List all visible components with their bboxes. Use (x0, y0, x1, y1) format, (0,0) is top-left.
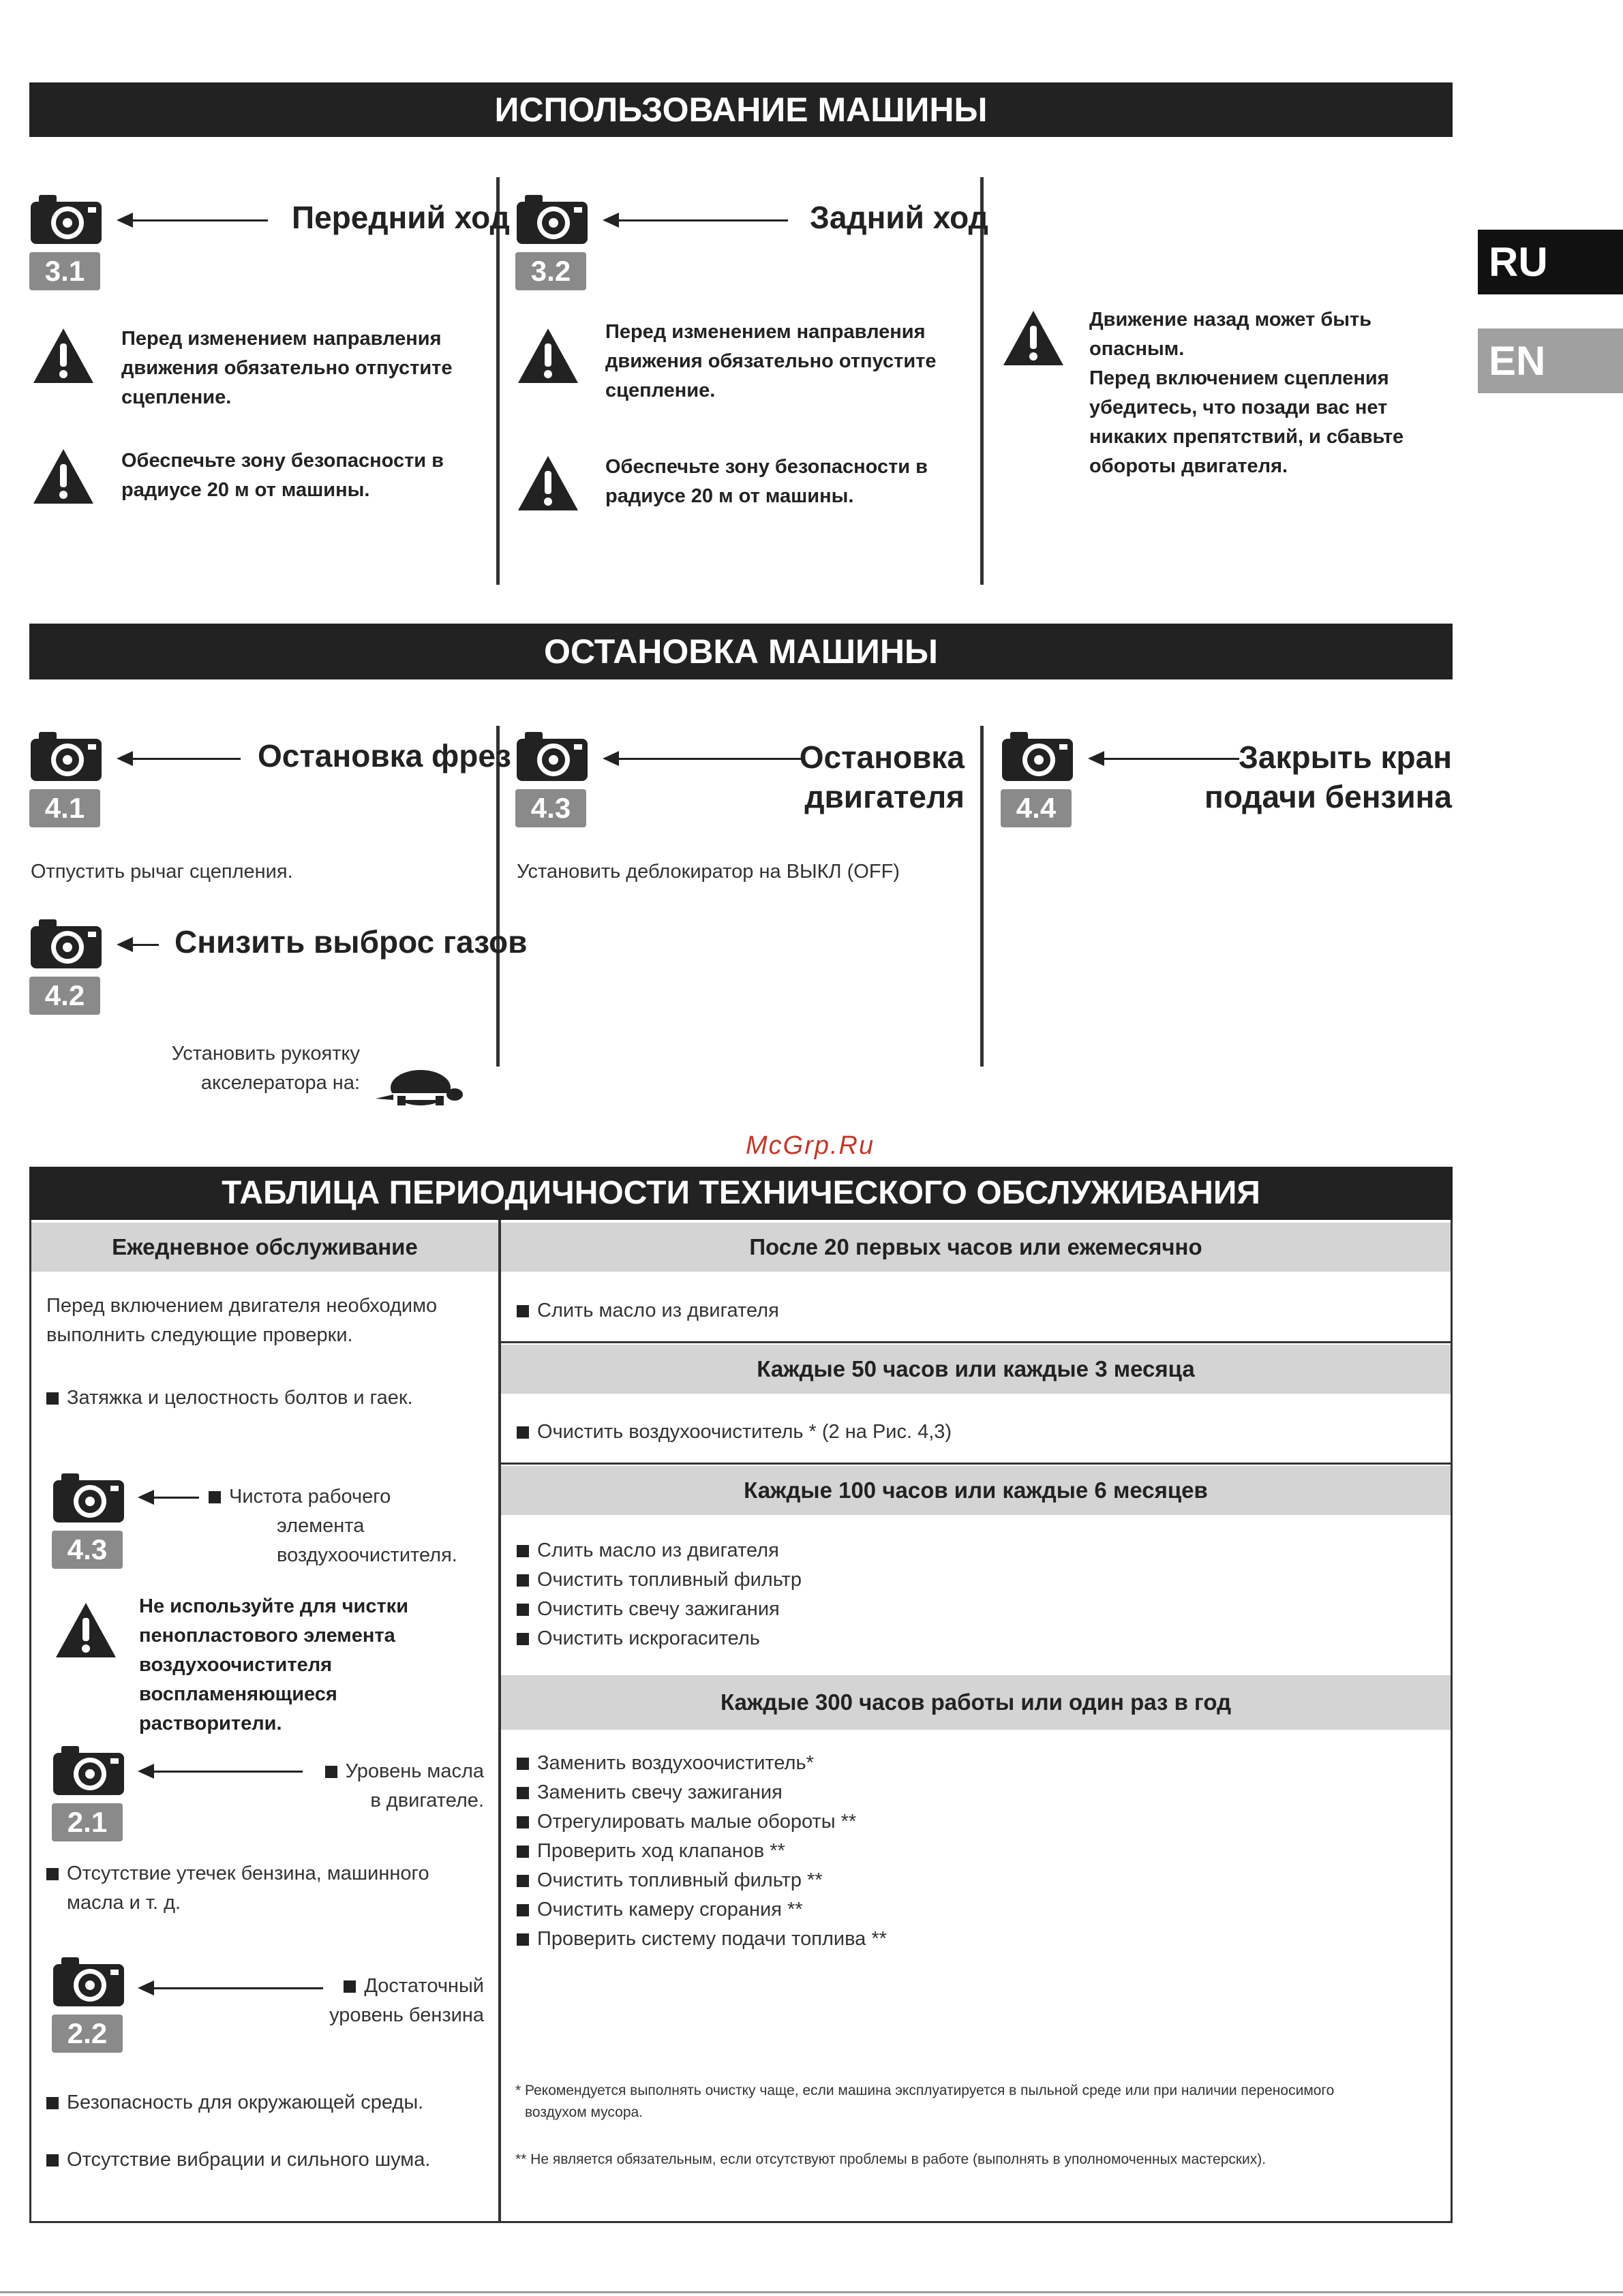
language-tab-ru[interactable]: RU (1478, 230, 1623, 294)
camera-ref-3-1 (29, 192, 104, 290)
column-divider (980, 726, 984, 1067)
camera-icon (515, 192, 589, 247)
daily-item: Отсутствие вибрации и сильного шума. (46, 2145, 430, 2175)
bullet-icon (517, 1574, 529, 1587)
watermark: McGrp.Ru (746, 1131, 875, 1160)
bullet-icon (209, 1491, 221, 1503)
heading-close-fuel-tap: Закрыть кран подачи бензина (1204, 739, 1452, 814)
warning-text: Движение назад может быть опасным. Перед включением сцепления убедитесь, что позади вас нет никаких препятствий, и сбавьте обороты двигателя. (1089, 309, 1404, 477)
task-list-20-hours: Слить масло из двигателя (517, 1296, 779, 1326)
check-oil-level: Уровень масла в двигателе. (300, 1757, 484, 1816)
footnote-1: * Рекомендуется выполнять очистку чаще, если машина эксплуатируется в пыльной среде или при наличии переносимого воздухом мусора. (515, 2083, 1335, 2120)
instruction-text: Установить рукоятку акселератора на: (171, 1043, 360, 1094)
camera-ref-4-1 (29, 729, 104, 827)
arrow-left-icon (618, 219, 788, 221)
daily-item: Отсутствие утечек бензина, машинного масла и т. д. (46, 1859, 429, 1918)
header-100-hours: Каждые 100 часов или каждые 6 месяцев (501, 1466, 1451, 1515)
turtle-icon (373, 1063, 465, 1111)
camera-ref-4-3 (515, 729, 590, 827)
figure-number: 4.2 (29, 977, 100, 1015)
camera-icon (1001, 729, 1074, 784)
figure-number: 3.2 (515, 252, 586, 290)
column-divider (496, 726, 500, 1067)
bullet-icon (46, 1392, 59, 1405)
camera-ref-3-2 (515, 192, 590, 290)
camera-ref-4-3 (52, 1471, 127, 1569)
figure-number: 4.3 (52, 1531, 123, 1569)
page-bottom-rule (0, 2291, 1623, 2293)
heading-reverse: Задний ход (810, 200, 988, 235)
bullet-icon (517, 1426, 529, 1439)
warning-text: Обеспечьте зону безопасности в радиусе 20 м от машины. (121, 450, 444, 501)
bullet-icon (517, 1846, 529, 1858)
warning-icon (517, 326, 579, 386)
daily-item: Безопасность для окружающей среды. (46, 2088, 423, 2117)
header-daily: Ежедневное обслуживание (31, 1223, 498, 1272)
figure-number: 4.4 (1001, 789, 1072, 827)
table-title: ТАБЛИЦА ПЕРИОДИЧНОСТИ ТЕХНИЧЕСКОГО ОБСЛУЖИВАНИЯ (29, 1167, 1453, 1220)
figure-number: 4.3 (515, 789, 586, 827)
bullet-icon (517, 1633, 529, 1645)
bullet-icon (517, 1875, 529, 1887)
camera-ref-2-1 (52, 1743, 127, 1841)
arrow-left-icon (132, 944, 159, 946)
arrow-left-icon (153, 1497, 199, 1499)
camera-icon (29, 729, 103, 784)
bullet-icon (517, 1904, 529, 1916)
header-300-hours: Каждые 300 часов работы или один раз в год (501, 1675, 1451, 1730)
arrow-left-icon (132, 758, 241, 760)
camera-icon (52, 1955, 125, 2009)
arrow-left-icon (132, 219, 268, 221)
warning-text: Перед изменением направления движения обязательно отпустите сцепление. (121, 328, 453, 408)
warning-icon (55, 1600, 117, 1660)
header-20-hours: После 20 первых часов или ежемесячно (501, 1223, 1451, 1272)
column-divider (496, 177, 500, 585)
daily-item: Затяжка и целостность болтов и гаек. (46, 1383, 413, 1413)
bullet-icon (517, 1604, 529, 1616)
warning-icon (1002, 308, 1065, 368)
check-air-filter: Чистота рабочего элемента воздухоочистителя. (209, 1482, 457, 1570)
bullet-icon (325, 1766, 337, 1778)
row-divider (501, 1463, 1451, 1465)
bullet-icon (517, 1933, 529, 1946)
figure-number: 3.1 (29, 252, 100, 290)
warning-text: Обеспечьте зону безопасности в радиусе 20 м от машины. (605, 456, 928, 507)
camera-ref-2-2 (52, 1955, 127, 2053)
bullet-icon (517, 1787, 529, 1799)
bullet-icon (46, 2154, 59, 2167)
bullet-icon (517, 1545, 529, 1557)
warning-text: Перед изменением направления движения обязательно отпустите сцепление. (605, 321, 937, 401)
bullet-icon (517, 1305, 529, 1317)
instruction-text: Отпустить рычаг сцепления. (31, 861, 293, 883)
task-list-50-hours: Очистить воздухоочиститель * (2 на Рис. 4,3) (517, 1418, 952, 1447)
bullet-icon (46, 2097, 59, 2109)
footnote-2: ** Не является обязательным, если отсутствуют проблемы в работе (выполнять в уполномоченных мастерских). (515, 2152, 1266, 2167)
camera-icon (515, 729, 589, 784)
camera-icon (29, 917, 103, 971)
bullet-icon (344, 1980, 356, 1993)
heading-stop-engine: Остановка двигателя (799, 739, 965, 814)
figure-number: 2.2 (52, 2015, 123, 2053)
camera-icon (52, 1743, 125, 1798)
bullet-icon (517, 1816, 529, 1828)
row-divider (501, 1341, 1451, 1343)
warning-icon (517, 453, 579, 513)
heading-forward: Передний ход (292, 200, 510, 235)
figure-number: 4.1 (29, 789, 100, 827)
warning-text: Не используйте для чистки пенопластового элемента воздухоочистителя воспламеняющиеся растворители. (139, 1595, 409, 1734)
column-divider (980, 177, 984, 585)
task-list-300-hours: Заменить воздухоочиститель* Заменить свечу зажигания Отрегулировать малые обороты ** Проверить ход клапанов ** Очистить топливный фильтр ** Очистить камеру сгорания ** Проверить систему подачи топлива ** (517, 1749, 887, 1954)
check-fuel-level: Достаточный уровень бензина (329, 1975, 484, 2026)
language-tab-en[interactable]: EN (1478, 328, 1623, 393)
header-50-hours: Каждые 50 часов или каждые 3 месяца (501, 1345, 1451, 1394)
camera-ref-4-2 (29, 917, 104, 1015)
bullet-icon (517, 1758, 529, 1770)
camera-icon (52, 1471, 125, 1525)
camera-icon (29, 192, 103, 247)
instruction-text: Установить деблокиратор на ВЫКЛ (OFF) (517, 861, 900, 883)
task-list-100-hours: Слить масло из двигателя Очистить топливный фильтр Очистить свечу зажигания Очистить искрогаситель (517, 1536, 802, 1653)
heading-stop-tillers: Остановка фрез (258, 738, 511, 774)
arrow-left-icon (153, 1771, 303, 1773)
section-title-usage: ИСПОЛЬЗОВАНИЕ МАШИНЫ (29, 82, 1453, 137)
daily-intro: Перед включением двигателя необходимо выполнить следующие проверки. (46, 1295, 438, 1346)
warning-icon (32, 326, 95, 386)
warning-icon (32, 446, 95, 506)
bullet-icon (46, 1868, 59, 1880)
figure-number: 2.1 (52, 1803, 123, 1841)
section-title-stopping: ОСТАНОВКА МАШИНЫ (29, 624, 1453, 679)
heading-reduce-throttle: Снизить выброс газов (175, 924, 528, 960)
camera-ref-4-4 (1001, 729, 1076, 827)
